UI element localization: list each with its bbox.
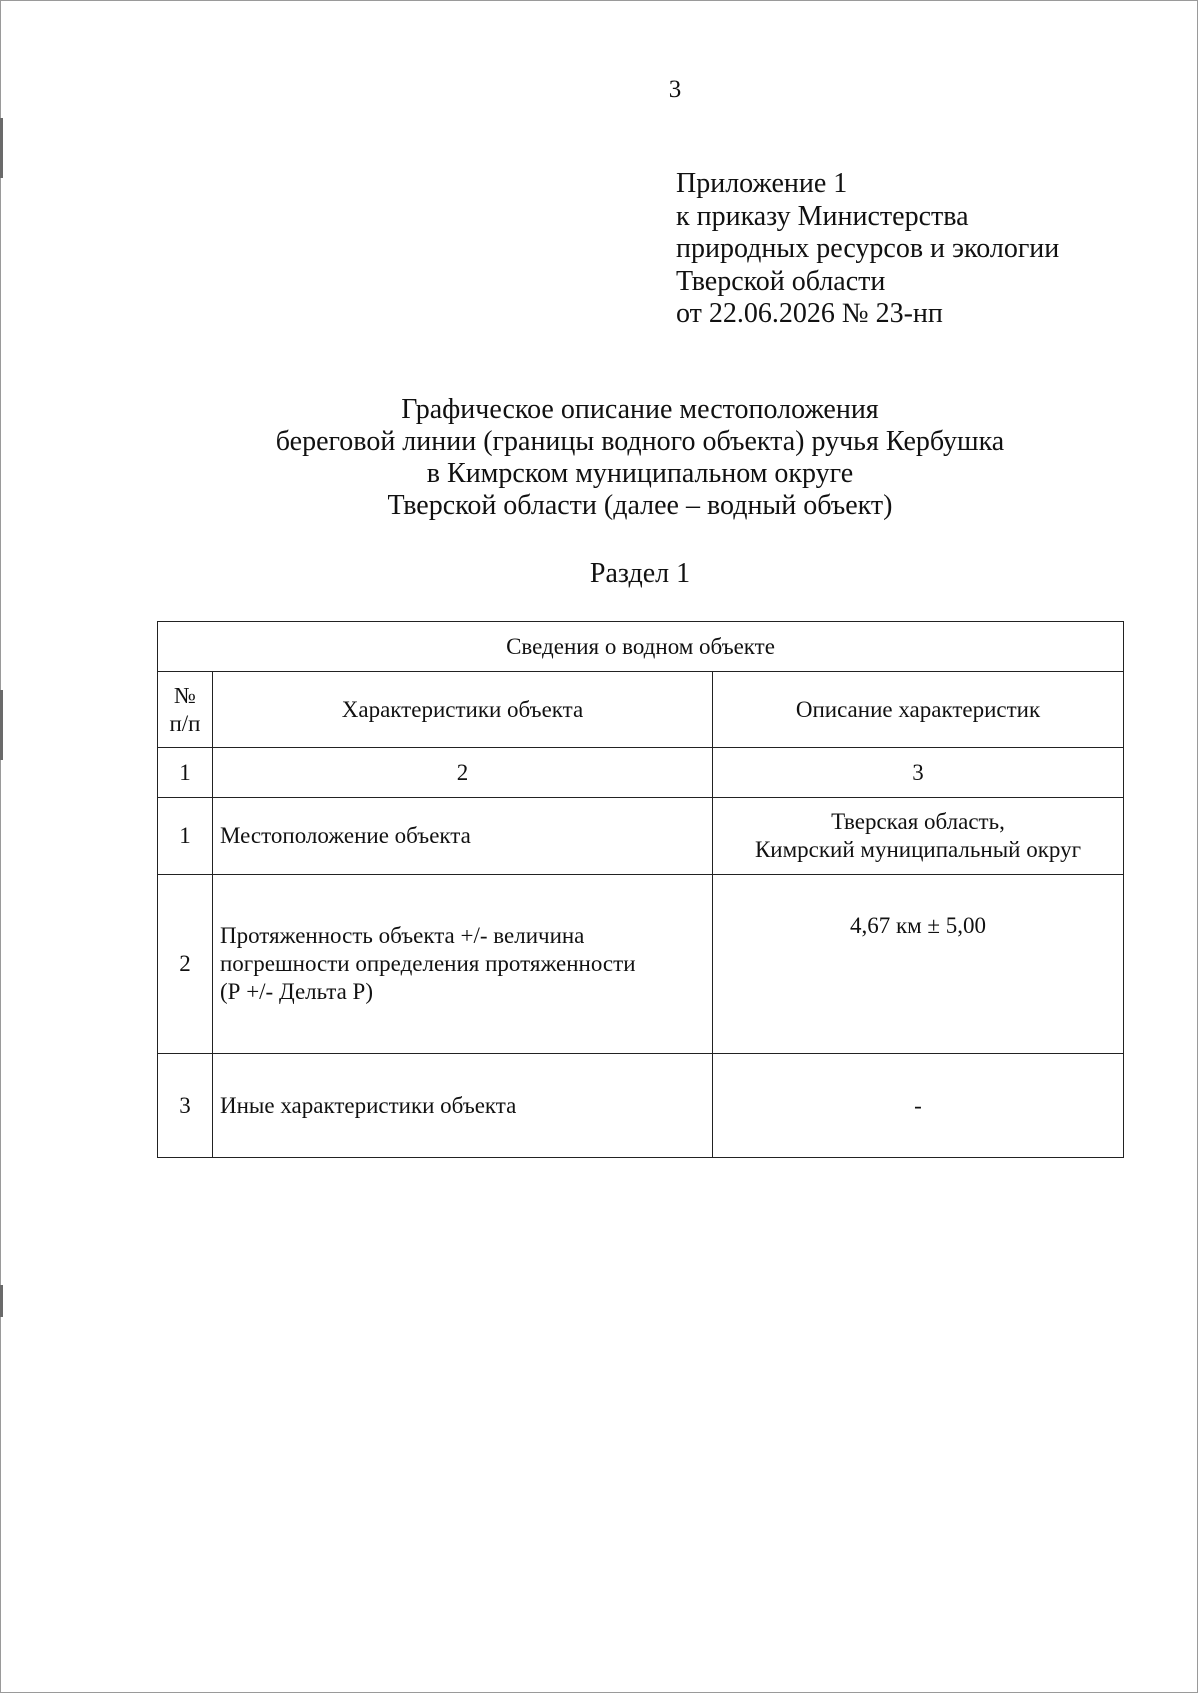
row-characteristic: Местоположение объекта (213, 798, 713, 875)
appendix-block (676, 168, 1059, 331)
appendix-line: от 22.06.2026 № 23-нп (676, 298, 943, 329)
scan-edge-mark (0, 118, 3, 178)
row-number: 3 (158, 1054, 213, 1158)
appendix-line: к приказу Министерства (676, 200, 969, 232)
table-row (158, 798, 1124, 875)
row-characteristic-line: (Р +/- Дельта Р) (220, 979, 373, 1004)
row-number: 2 (158, 875, 213, 1054)
scan-edge-mark (0, 690, 3, 760)
appendix-line: Тверской области (676, 265, 886, 297)
row-description: - (713, 1054, 1124, 1158)
title-line: Графическое описание местоположения (401, 394, 879, 425)
column-index-row (158, 748, 1124, 798)
title-line: береговой линии (границы водного объекта) ручья Кербушка (275, 426, 1005, 457)
table-header-row (158, 672, 1124, 748)
row-characteristic-line: Протяженность объекта +/- величина (220, 923, 585, 948)
header-description: Описание характеристик (713, 672, 1124, 748)
table-row (158, 1054, 1124, 1158)
row-description: 4,67 км ± 5,00 (713, 875, 1124, 1054)
scan-edge-mark (0, 1285, 3, 1317)
water-object-table (157, 621, 1124, 1158)
header-number (158, 672, 213, 748)
column-index-cell: 2 (213, 748, 713, 798)
row-description (713, 798, 1124, 875)
column-index-cell: 1 (158, 748, 213, 798)
row-number: 1 (158, 798, 213, 875)
row-characteristic-line: погрешности определения протяженности (220, 951, 636, 976)
header-number-line: № (174, 682, 196, 708)
appendix-line: природных ресурсов и экологии (676, 233, 1060, 264)
section-heading: Раздел 1 (589, 558, 691, 589)
appendix-line: Приложение 1 (676, 168, 848, 199)
table-caption: Сведения о водном объекте (158, 622, 1124, 672)
row-characteristic: Иные характеристики объекта (213, 1054, 713, 1158)
header-characteristics: Характеристики объекта (213, 672, 713, 748)
title-line: Тверской области (далее – водный объект) (387, 490, 893, 521)
page-number: 3 (668, 76, 682, 103)
document-title (200, 394, 1080, 522)
table-caption-row (158, 622, 1124, 672)
row-characteristic (213, 875, 713, 1054)
row-description-line: Тверская область, (831, 809, 1005, 834)
column-index-cell: 3 (713, 748, 1124, 798)
table-row (158, 875, 1124, 1054)
title-line: в Кимрском муниципальном округе (426, 458, 854, 489)
row-description-line: Кимрский муниципальный округ (754, 837, 1082, 862)
header-number-line: п/п (169, 710, 201, 736)
